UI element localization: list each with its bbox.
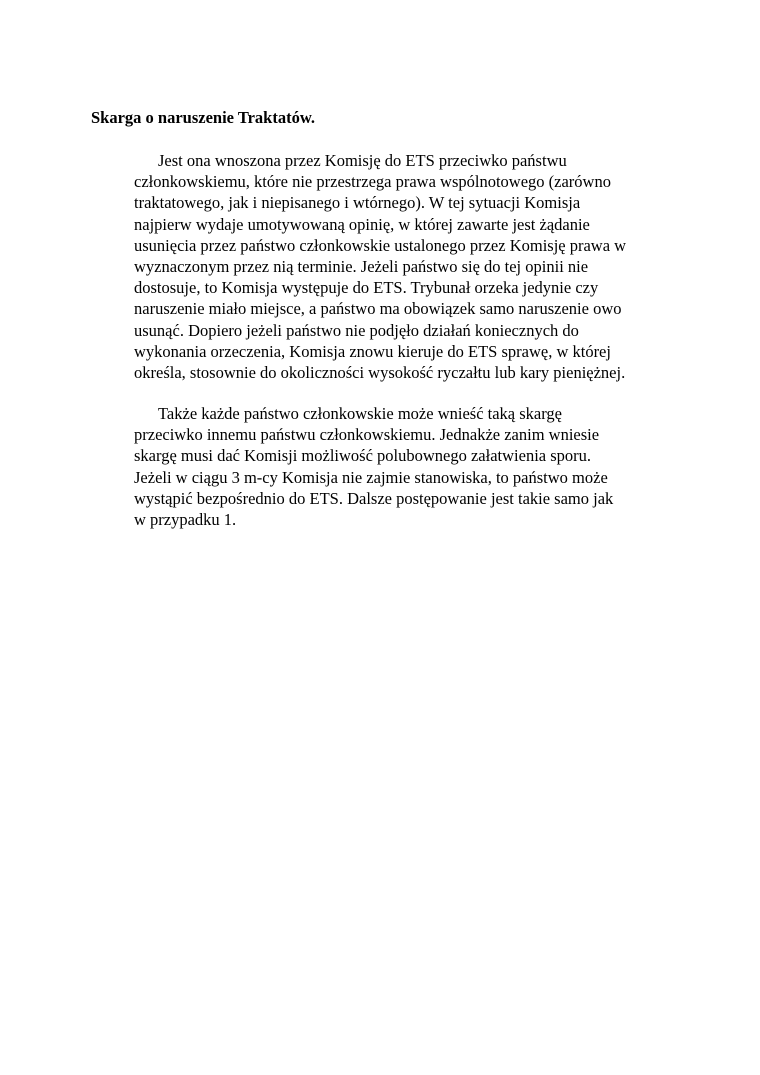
paragraph-line: członkowskiemu, które nie przestrzega prawa wspólnotowego (zarówno (134, 172, 611, 192)
paragraph-line: wystąpić bezpośrednio do ETS. Dalsze postępowanie jest takie samo jak (134, 488, 614, 508)
paragraph-line: określa, stosownie do okoliczności wysokość ryczałtu lub kary pieniężnej. (134, 363, 626, 383)
paragraph-1 (134, 150, 694, 383)
paragraph-line: dostosuje, to Komisja występuje do ETS. Trybunał orzeka jedynie czy (134, 278, 599, 298)
paragraph-line: Jest ona wnoszona przez Komisję do ETS przeciwko państwu (158, 151, 567, 170)
paragraph-line: skargę musi dać Komisji możliwość polubownego załatwienia sporu. (134, 446, 592, 466)
paragraph-line: naruszenie miało miejsce, a państwo ma obowiązek samo naruszenie owo (134, 299, 622, 319)
paragraph-line: najpierw wydaje umotywowaną opinię, w której zawarte jest żądanie (134, 214, 590, 234)
document-title: Skarga o naruszenie Traktatów. (91, 108, 315, 127)
paragraph-line: przeciwko innemu państwu członkowskiemu. Jednakże zanim wniesie (134, 425, 600, 445)
paragraph-line: w przypadku 1. (134, 510, 237, 530)
paragraph-line: usunąć. Dopiero jeżeli państwo nie podjęło działań koniecznych do (134, 320, 579, 340)
paragraph-2 (134, 403, 694, 530)
paragraph-line: traktatowego, jak i niepisanego i wtórnego). W tej sytuacji Komisja (134, 193, 581, 213)
paragraph-line: Jeżeli w ciągu 3 m-cy Komisja nie zajmie stanowiska, to państwo może (134, 467, 608, 487)
paragraph-line: wyznaczonym przez nią terminie. Jeżeli państwo się do tej opinii nie (134, 257, 589, 277)
paragraph-line: usunięcia przez państwo członkowskie ustalonego przez Komisję prawa w (134, 235, 627, 255)
paragraph-line: wykonania orzeczenia, Komisja znowu kieruje do ETS sprawę, w której (134, 341, 611, 361)
paragraph-line: Także każde państwo członkowskie może wnieść taką skargę (158, 404, 563, 423)
